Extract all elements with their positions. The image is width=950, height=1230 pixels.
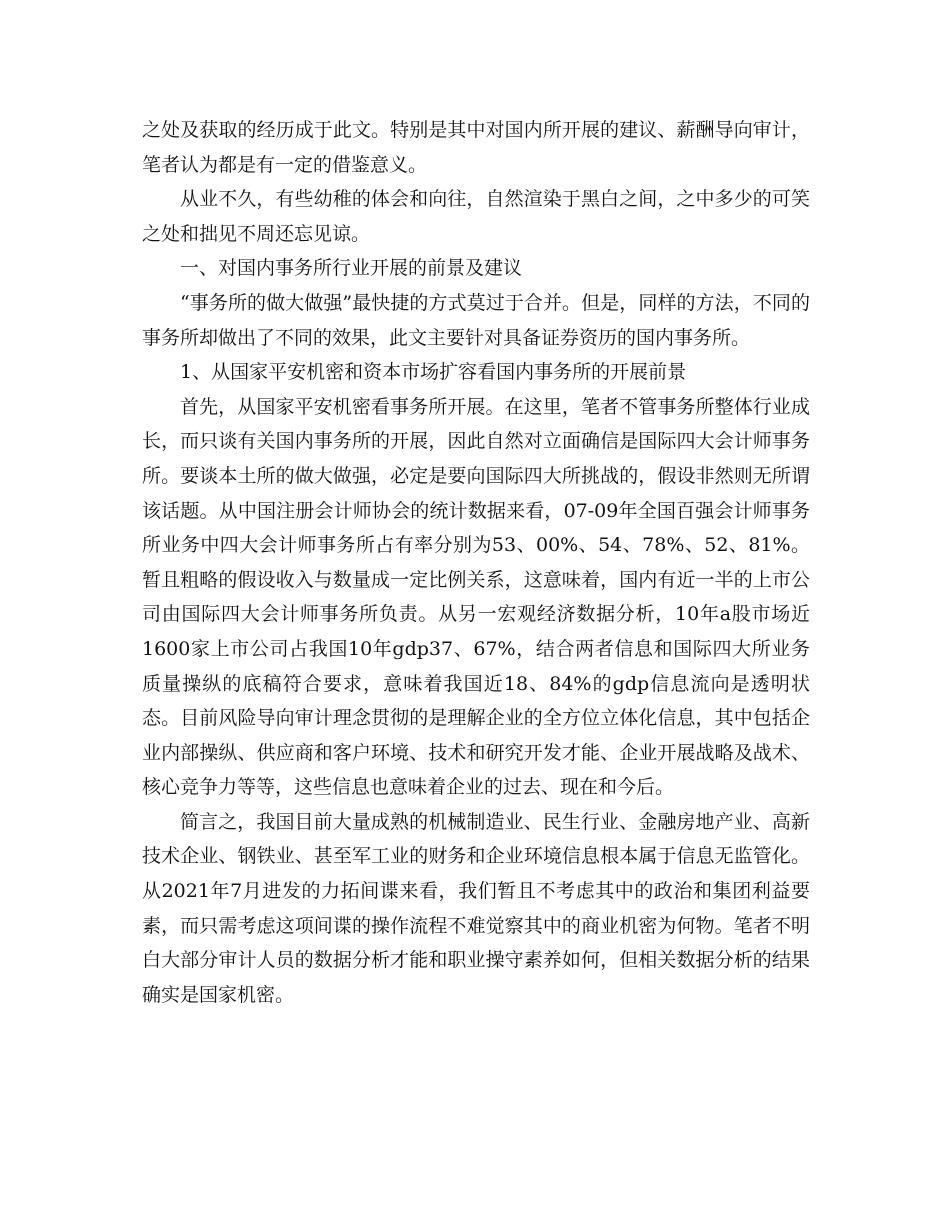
paragraph-intro: 从业不久，有些幼稚的体会和向往，自然渲染于黑白之间，之中多少的可笑之处和拙见不周还忘见谅。: [142, 188, 810, 245]
section-heading: 一、对国内事务所行业开展的前景及建议: [180, 257, 523, 280]
document-body: [142, 113, 810, 1012]
subsection-heading: 1、从国家平安机密和资本市场扩容看国内事务所的开展前景: [180, 361, 687, 384]
paragraph-merger: “事务所的做大做强”最快捷的方式莫过于合并。但是，同样的方法，不同的事务所却做出了不同的效果，此文主要针对具备证券资历的国内事务所。: [142, 291, 810, 349]
paragraph-continuation: 之处及获取的经历成于此文。特别是其中对国内所开展的建议、薪酬导向审计，笔者认为都是有一定的借鉴意义。: [142, 119, 810, 176]
paragraph-analysis: 首先，从国家平安机密看事务所开展。在这里，笔者不管事务所整体行业成长，而只谈有关国内事务所的开展，因此自然对立面确信是国际四大会计师事务所。要谈本土所的做大做强，必定是要向国际四大所挑战的，假设非然则无所谓该话题。从中国注册会计师协会的统计数据来看，07-09年全国百强会计师事务所业务中四大会计师事务所占有率分别为53、00%、54、78%、52、81%。暂且粗略的假设收入与数量成一定比例关系，这意味着，国内有近一半的上市公司由国际四大会计师事务所负责。从另一宏观经济数据分析，10年a股市场近1600家上市公司占我国10年gdp37、67%，结合两者信息和国际四大所业务质量操纵的底稿符合要求，意味着我国近18、84%的gdp信息流向是透明状态。目前风险导向审计理念贯彻的是理解企业的全方位立体化信息，其中包括企业内部操纵、供应商和客户环境、技术和研究开发才能、企业开展战略及战术、核心竞争力等等，这些信息也意味着企业的过去、现在和今后。: [142, 395, 810, 799]
paragraph-summary: 简言之，我国目前大量成熟的机械制造业、民生行业、金融房地产业、高新技术企业、钢铁业、甚至军工业的财务和企业环境信息根本属于信息无监管化。从2021年7月进发的力拓间谍来看，我们暂且不考虑其中的政治和集团利益要素，而只需考虑这项间谍的操作流程不难觉察其中的商业机密为何物。笔者不明白大部分审计人员的数据分析才能和职业操守素养如何，但相关数据分析的结果确实是国家机密。: [142, 810, 810, 1006]
